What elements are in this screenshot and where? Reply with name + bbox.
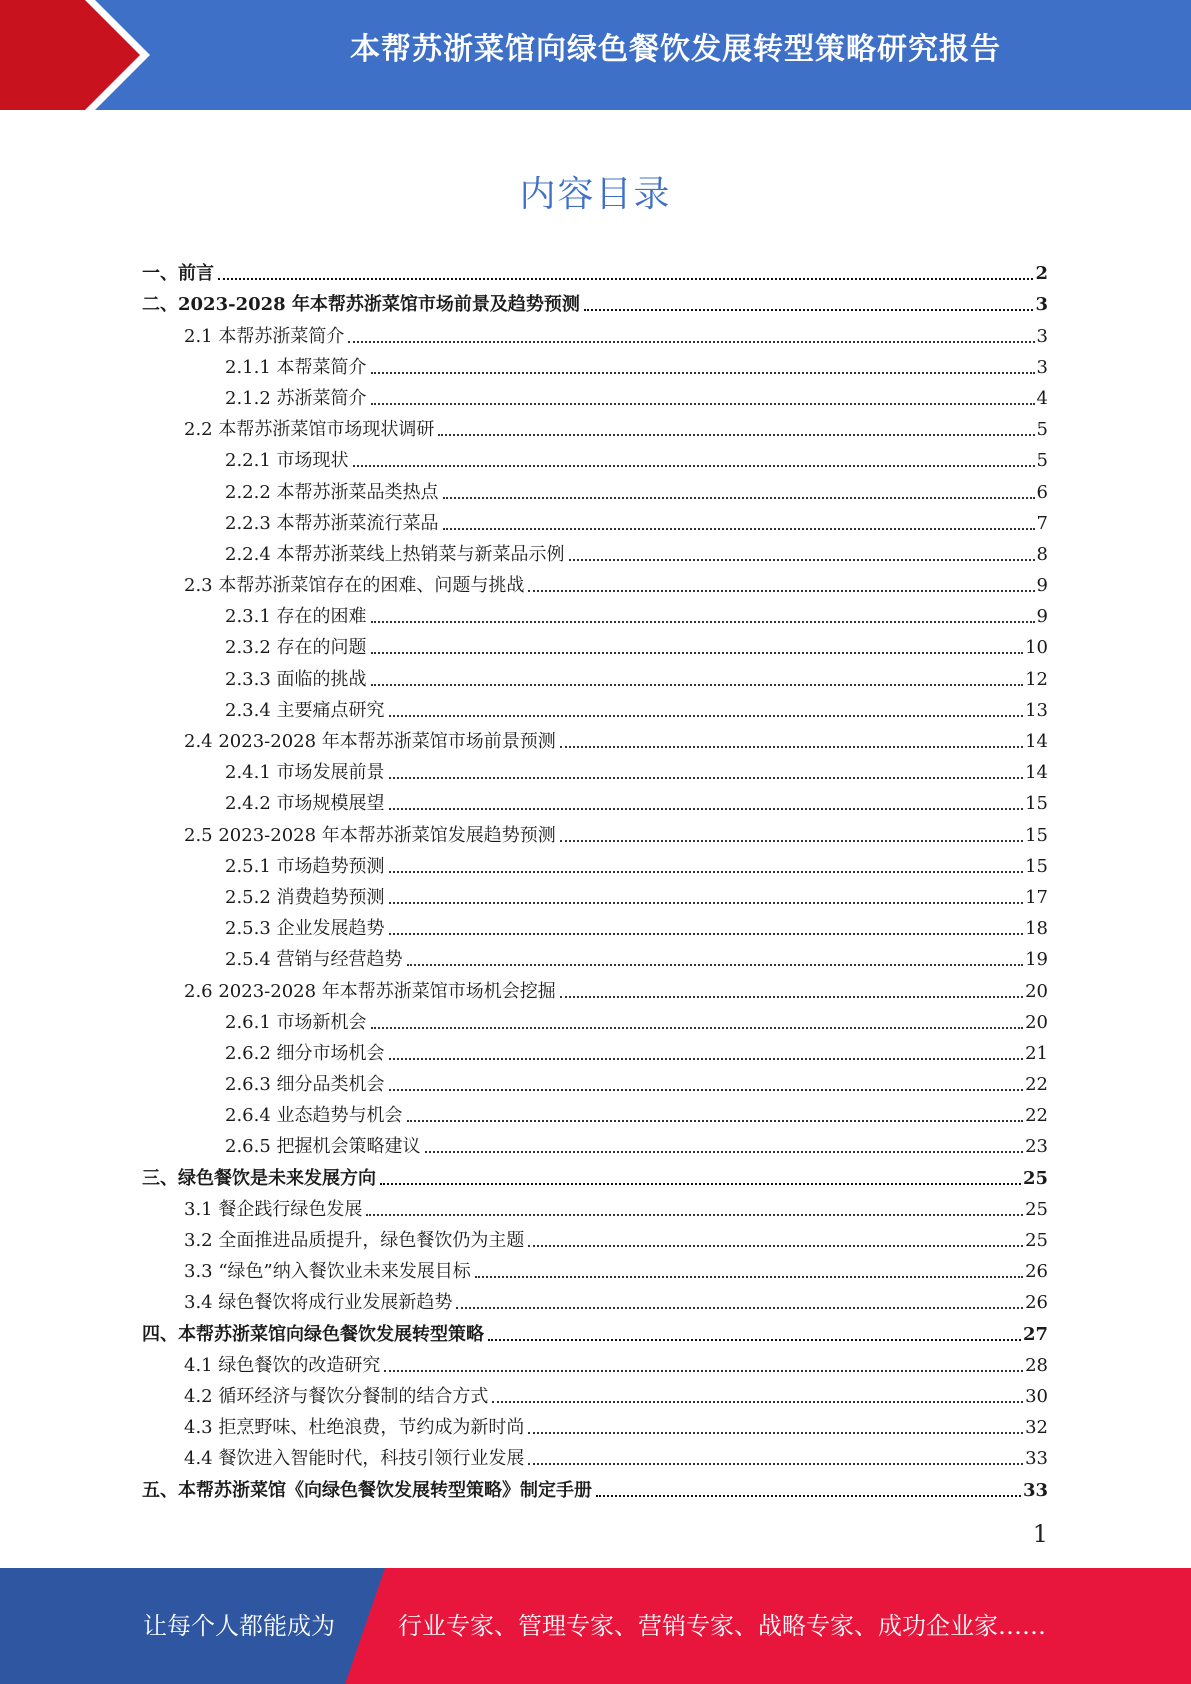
toc-entry[interactable] <box>142 1221 1048 1252</box>
toc-entry-label: 4.2 循环经济与餐饮分餐制的结合方式 <box>184 1385 489 1407</box>
toc-entry-label: 四、本帮苏浙菜馆向绿色餐饮发展转型策略 <box>142 1323 484 1345</box>
toc-dot-leader <box>389 871 1024 873</box>
toc-entry-page: 5 <box>1036 450 1048 472</box>
toc-entry-label: 2.3 本帮苏浙菜馆存在的困难、问题与挑战 <box>184 575 525 597</box>
toc-entry-page: 27 <box>1022 1323 1048 1345</box>
toc-dot-leader <box>560 746 1023 748</box>
toc-entry[interactable] <box>142 1470 1048 1501</box>
toc-entry-label: 2.3.1 存在的困难 <box>225 606 367 628</box>
toc-entry[interactable] <box>142 753 1048 784</box>
toc-entry-label: 2.6.4 业态趋势与机会 <box>225 1105 403 1127</box>
toc-title: 内容目录 <box>519 174 672 215</box>
report-title: 本帮苏浙菜馆向绿色餐饮发展转型策略研究报告 <box>350 32 1001 67</box>
toc-entry-page: 32 <box>1025 1417 1048 1439</box>
toc-entry-label: 2.5 2023-2028 年本帮苏浙菜馆发展趋势预测 <box>184 824 556 846</box>
toc-entry[interactable] <box>142 878 1048 909</box>
toc-entry[interactable] <box>142 316 1048 347</box>
toc-dot-leader <box>584 309 1034 311</box>
toc-dot-leader <box>380 1183 1021 1185</box>
toc-entry[interactable] <box>142 379 1048 410</box>
toc-dot-leader <box>371 403 1035 405</box>
toc-entry-label: 2.1.2 苏浙菜简介 <box>225 387 367 409</box>
toc-entry[interactable] <box>142 784 1048 815</box>
toc-entry-page: 33 <box>1022 1479 1048 1501</box>
toc-dot-leader <box>389 808 1024 810</box>
toc-entry[interactable] <box>142 909 1048 940</box>
toc-entry-label: 3.4 绿色餐饮将成行业发展新趋势 <box>184 1292 453 1314</box>
toc-entry-page: 15 <box>1025 793 1048 815</box>
toc-entry-page: 2 <box>1035 263 1048 285</box>
toc-entry[interactable] <box>142 1408 1048 1439</box>
toc-entry-label: 2.3.2 存在的问题 <box>225 637 367 659</box>
toc-entry-label: 二、2023-2028 年本帮苏浙菜馆市场前景及趋势预测 <box>142 294 580 316</box>
toc-entry-page: 33 <box>1025 1448 1048 1470</box>
toc-entry[interactable] <box>142 659 1048 690</box>
toc-entry-label: 4.3 拒烹野味、杜绝浪费，节约成为新时尚 <box>184 1417 525 1439</box>
toc-entry-page: 15 <box>1025 855 1048 877</box>
toc-dot-leader <box>371 684 1024 686</box>
toc-entry-page: 22 <box>1025 1105 1048 1127</box>
toc-dot-leader <box>353 465 1035 467</box>
toc-dot-leader <box>371 372 1035 374</box>
toc-dot-leader <box>443 528 1035 530</box>
toc-dot-leader <box>366 1214 1023 1216</box>
toc-dot-leader <box>475 1276 1023 1278</box>
toc-entry[interactable] <box>142 566 1048 597</box>
toc-entry-label: 2.1 本帮苏浙菜简介 <box>184 325 345 347</box>
toc-entry-label: 2.2.3 本帮苏浙菜流行菜品 <box>225 512 439 534</box>
toc-entry[interactable] <box>142 1346 1048 1377</box>
toc-entry[interactable] <box>142 472 1048 503</box>
toc-entry[interactable] <box>142 410 1048 441</box>
toc-dot-leader <box>371 652 1024 654</box>
toc-dot-leader <box>528 590 1034 592</box>
toc-entry-page: 10 <box>1025 637 1048 659</box>
toc-entry[interactable] <box>142 1127 1048 1158</box>
footer-slogan-right: 行业专家、管理专家、营销专家、战略专家、成功企业家…… <box>398 1612 1046 1640</box>
toc-entry[interactable] <box>142 1158 1048 1189</box>
toc-dot-leader <box>443 497 1035 499</box>
toc-dot-leader <box>528 1432 1023 1434</box>
toc-entry-label: 2.5.4 营销与经营趋势 <box>225 949 403 971</box>
header-banner <box>0 0 1191 110</box>
toc-entry-page: 20 <box>1025 1011 1048 1033</box>
toc-entry-label: 2.2 本帮苏浙菜馆市场现状调研 <box>184 419 435 441</box>
toc-entry[interactable] <box>142 1439 1048 1470</box>
toc-entry-label: 2.5.2 消费趋势预测 <box>225 886 385 908</box>
toc-entry-page: 13 <box>1025 699 1048 721</box>
toc-entry-page: 28 <box>1025 1354 1048 1376</box>
toc-entry-label: 4.1 绿色餐饮的改造研究 <box>184 1354 381 1376</box>
toc-entry[interactable] <box>142 1003 1048 1034</box>
toc-entry-label: 2.2.4 本帮苏浙菜线上热销菜与新菜品示例 <box>225 543 565 565</box>
table-of-contents <box>142 254 1048 1502</box>
toc-entry-page: 8 <box>1036 543 1048 565</box>
toc-entry-page: 15 <box>1025 824 1048 846</box>
toc-entry[interactable] <box>142 1065 1048 1096</box>
toc-dot-leader <box>389 902 1024 904</box>
toc-dot-leader <box>407 1120 1024 1122</box>
toc-entry[interactable] <box>142 1034 1048 1065</box>
toc-entry[interactable] <box>142 722 1048 753</box>
toc-entry-page: 14 <box>1025 731 1048 752</box>
page-number: 1 <box>1032 1520 1048 1548</box>
toc-entry-label: 2.6.5 把握机会策略建议 <box>225 1136 421 1158</box>
toc-dot-leader <box>560 996 1023 998</box>
toc-entry[interactable] <box>142 1096 1048 1127</box>
toc-entry[interactable] <box>142 1252 1048 1283</box>
toc-dot-leader <box>348 341 1034 343</box>
toc-entry-label: 2.6.1 市场新机会 <box>225 1011 367 1033</box>
toc-dot-leader <box>389 715 1024 717</box>
toc-entry-page: 26 <box>1025 1292 1048 1314</box>
toc-entry[interactable] <box>142 815 1048 846</box>
toc-dot-leader <box>389 777 1024 779</box>
toc-dot-leader <box>569 559 1035 561</box>
footer-slogan-left: 让每个人都能成为 <box>143 1612 335 1640</box>
toc-entry-page: 3 <box>1035 294 1048 316</box>
toc-entry-label: 2.3.3 面临的挑战 <box>225 668 367 690</box>
toc-dot-leader <box>488 1339 1021 1341</box>
toc-entry-page: 5 <box>1036 419 1048 441</box>
toc-entry-page: 19 <box>1025 949 1048 971</box>
toc-entry-label: 2.4 2023-2028 年本帮苏浙菜馆市场前景预测 <box>184 731 556 752</box>
toc-entry-label: 2.4.2 市场规模展望 <box>225 793 385 815</box>
toc-entry-label: 2.1.1 本帮菜简介 <box>225 356 367 378</box>
toc-entry[interactable] <box>142 940 1048 971</box>
toc-entry-page: 23 <box>1025 1136 1048 1158</box>
toc-entry-label: 2.3.4 主要痛点研究 <box>225 699 385 721</box>
toc-entry-page: 7 <box>1036 512 1048 534</box>
toc-entry-page: 25 <box>1025 1198 1048 1220</box>
toc-entry-page: 3 <box>1036 325 1048 347</box>
toc-entry[interactable] <box>142 441 1048 472</box>
toc-entry-label: 五、本帮苏浙菜馆《向绿色餐饮发展转型策略》制定手册 <box>142 1479 592 1501</box>
toc-entry-page: 30 <box>1025 1385 1048 1407</box>
toc-dot-leader <box>407 964 1024 966</box>
toc-entry[interactable] <box>142 597 1048 628</box>
toc-entry-page: 14 <box>1025 762 1048 784</box>
toc-entry[interactable] <box>142 971 1048 1002</box>
toc-entry-label: 4.4 餐饮进入智能时代，科技引领行业发展 <box>184 1448 525 1470</box>
toc-dot-leader <box>528 1463 1023 1465</box>
toc-entry-label: 2.2.2 本帮苏浙菜品类热点 <box>225 481 439 503</box>
footer-banner <box>0 1568 1191 1684</box>
toc-entry-label: 2.6.2 细分市场机会 <box>225 1042 385 1064</box>
toc-entry[interactable] <box>142 691 1048 722</box>
toc-entry[interactable] <box>142 535 1048 566</box>
toc-dot-leader <box>389 1089 1024 1091</box>
toc-entry-page: 17 <box>1025 886 1048 908</box>
toc-entry[interactable] <box>142 847 1048 878</box>
toc-entry-page: 12 <box>1025 668 1048 690</box>
toc-entry-page: 25 <box>1022 1167 1048 1189</box>
toc-entry-label: 2.5.3 企业发展趋势 <box>225 918 385 940</box>
toc-dot-leader <box>596 1495 1021 1497</box>
toc-dot-leader <box>456 1307 1023 1309</box>
toc-entry[interactable] <box>142 1377 1048 1408</box>
toc-entry-label: 2.6 2023-2028 年本帮苏浙菜馆市场机会挖掘 <box>184 980 556 1002</box>
toc-entry-page: 21 <box>1025 1042 1048 1064</box>
toc-entry-label: 一、前言 <box>142 263 214 285</box>
toc-entry-label: 2.2.1 市场现状 <box>225 450 349 472</box>
red-arrow-shape <box>0 0 150 110</box>
toc-dot-leader <box>218 278 1033 280</box>
toc-entry-page: 26 <box>1025 1261 1048 1283</box>
toc-dot-leader <box>425 1151 1024 1153</box>
toc-entry[interactable] <box>142 1283 1048 1314</box>
toc-entry-label: 3.1 餐企践行绿色发展 <box>184 1198 363 1220</box>
toc-entry-label: 2.4.1 市场发展前景 <box>225 762 385 784</box>
toc-dot-leader <box>560 840 1023 842</box>
toc-entry-page: 9 <box>1036 575 1048 597</box>
toc-entry[interactable] <box>142 348 1048 379</box>
toc-entry[interactable] <box>142 285 1048 316</box>
toc-entry-page: 20 <box>1025 980 1048 1002</box>
toc-entry[interactable] <box>142 628 1048 659</box>
toc-entry-label: 2.5.1 市场趋势预测 <box>225 855 385 877</box>
toc-entry-page: 3 <box>1036 356 1048 378</box>
toc-dot-leader <box>371 1027 1024 1029</box>
toc-entry-label: 2.6.3 细分品类机会 <box>225 1074 385 1096</box>
toc-dot-leader <box>384 1370 1023 1372</box>
toc-entry-page: 25 <box>1025 1230 1048 1251</box>
toc-entry[interactable] <box>142 504 1048 535</box>
toc-dot-leader <box>438 434 1034 436</box>
toc-dot-leader <box>371 621 1035 623</box>
toc-dot-leader <box>389 933 1024 935</box>
toc-entry-label: 3.2 全面推进品质提升，绿色餐饮仍为主题 <box>184 1230 525 1251</box>
toc-entry-page: 22 <box>1025 1074 1048 1096</box>
toc-entry-page: 18 <box>1025 918 1048 940</box>
toc-entry-page: 6 <box>1036 481 1048 503</box>
toc-entry[interactable] <box>142 254 1048 285</box>
toc-dot-leader <box>492 1401 1023 1403</box>
toc-dot-leader <box>389 1058 1024 1060</box>
toc-dot-leader <box>528 1245 1023 1247</box>
toc-entry-page: 9 <box>1036 606 1048 628</box>
toc-entry[interactable] <box>142 1190 1048 1221</box>
toc-entry-label: 3.3 “绿色”纳入餐饮业未来发展目标 <box>184 1261 471 1283</box>
toc-entry-page: 4 <box>1036 387 1048 409</box>
toc-entry-label: 三、绿色餐饮是未来发展方向 <box>142 1167 376 1189</box>
toc-entry[interactable] <box>142 1314 1048 1345</box>
